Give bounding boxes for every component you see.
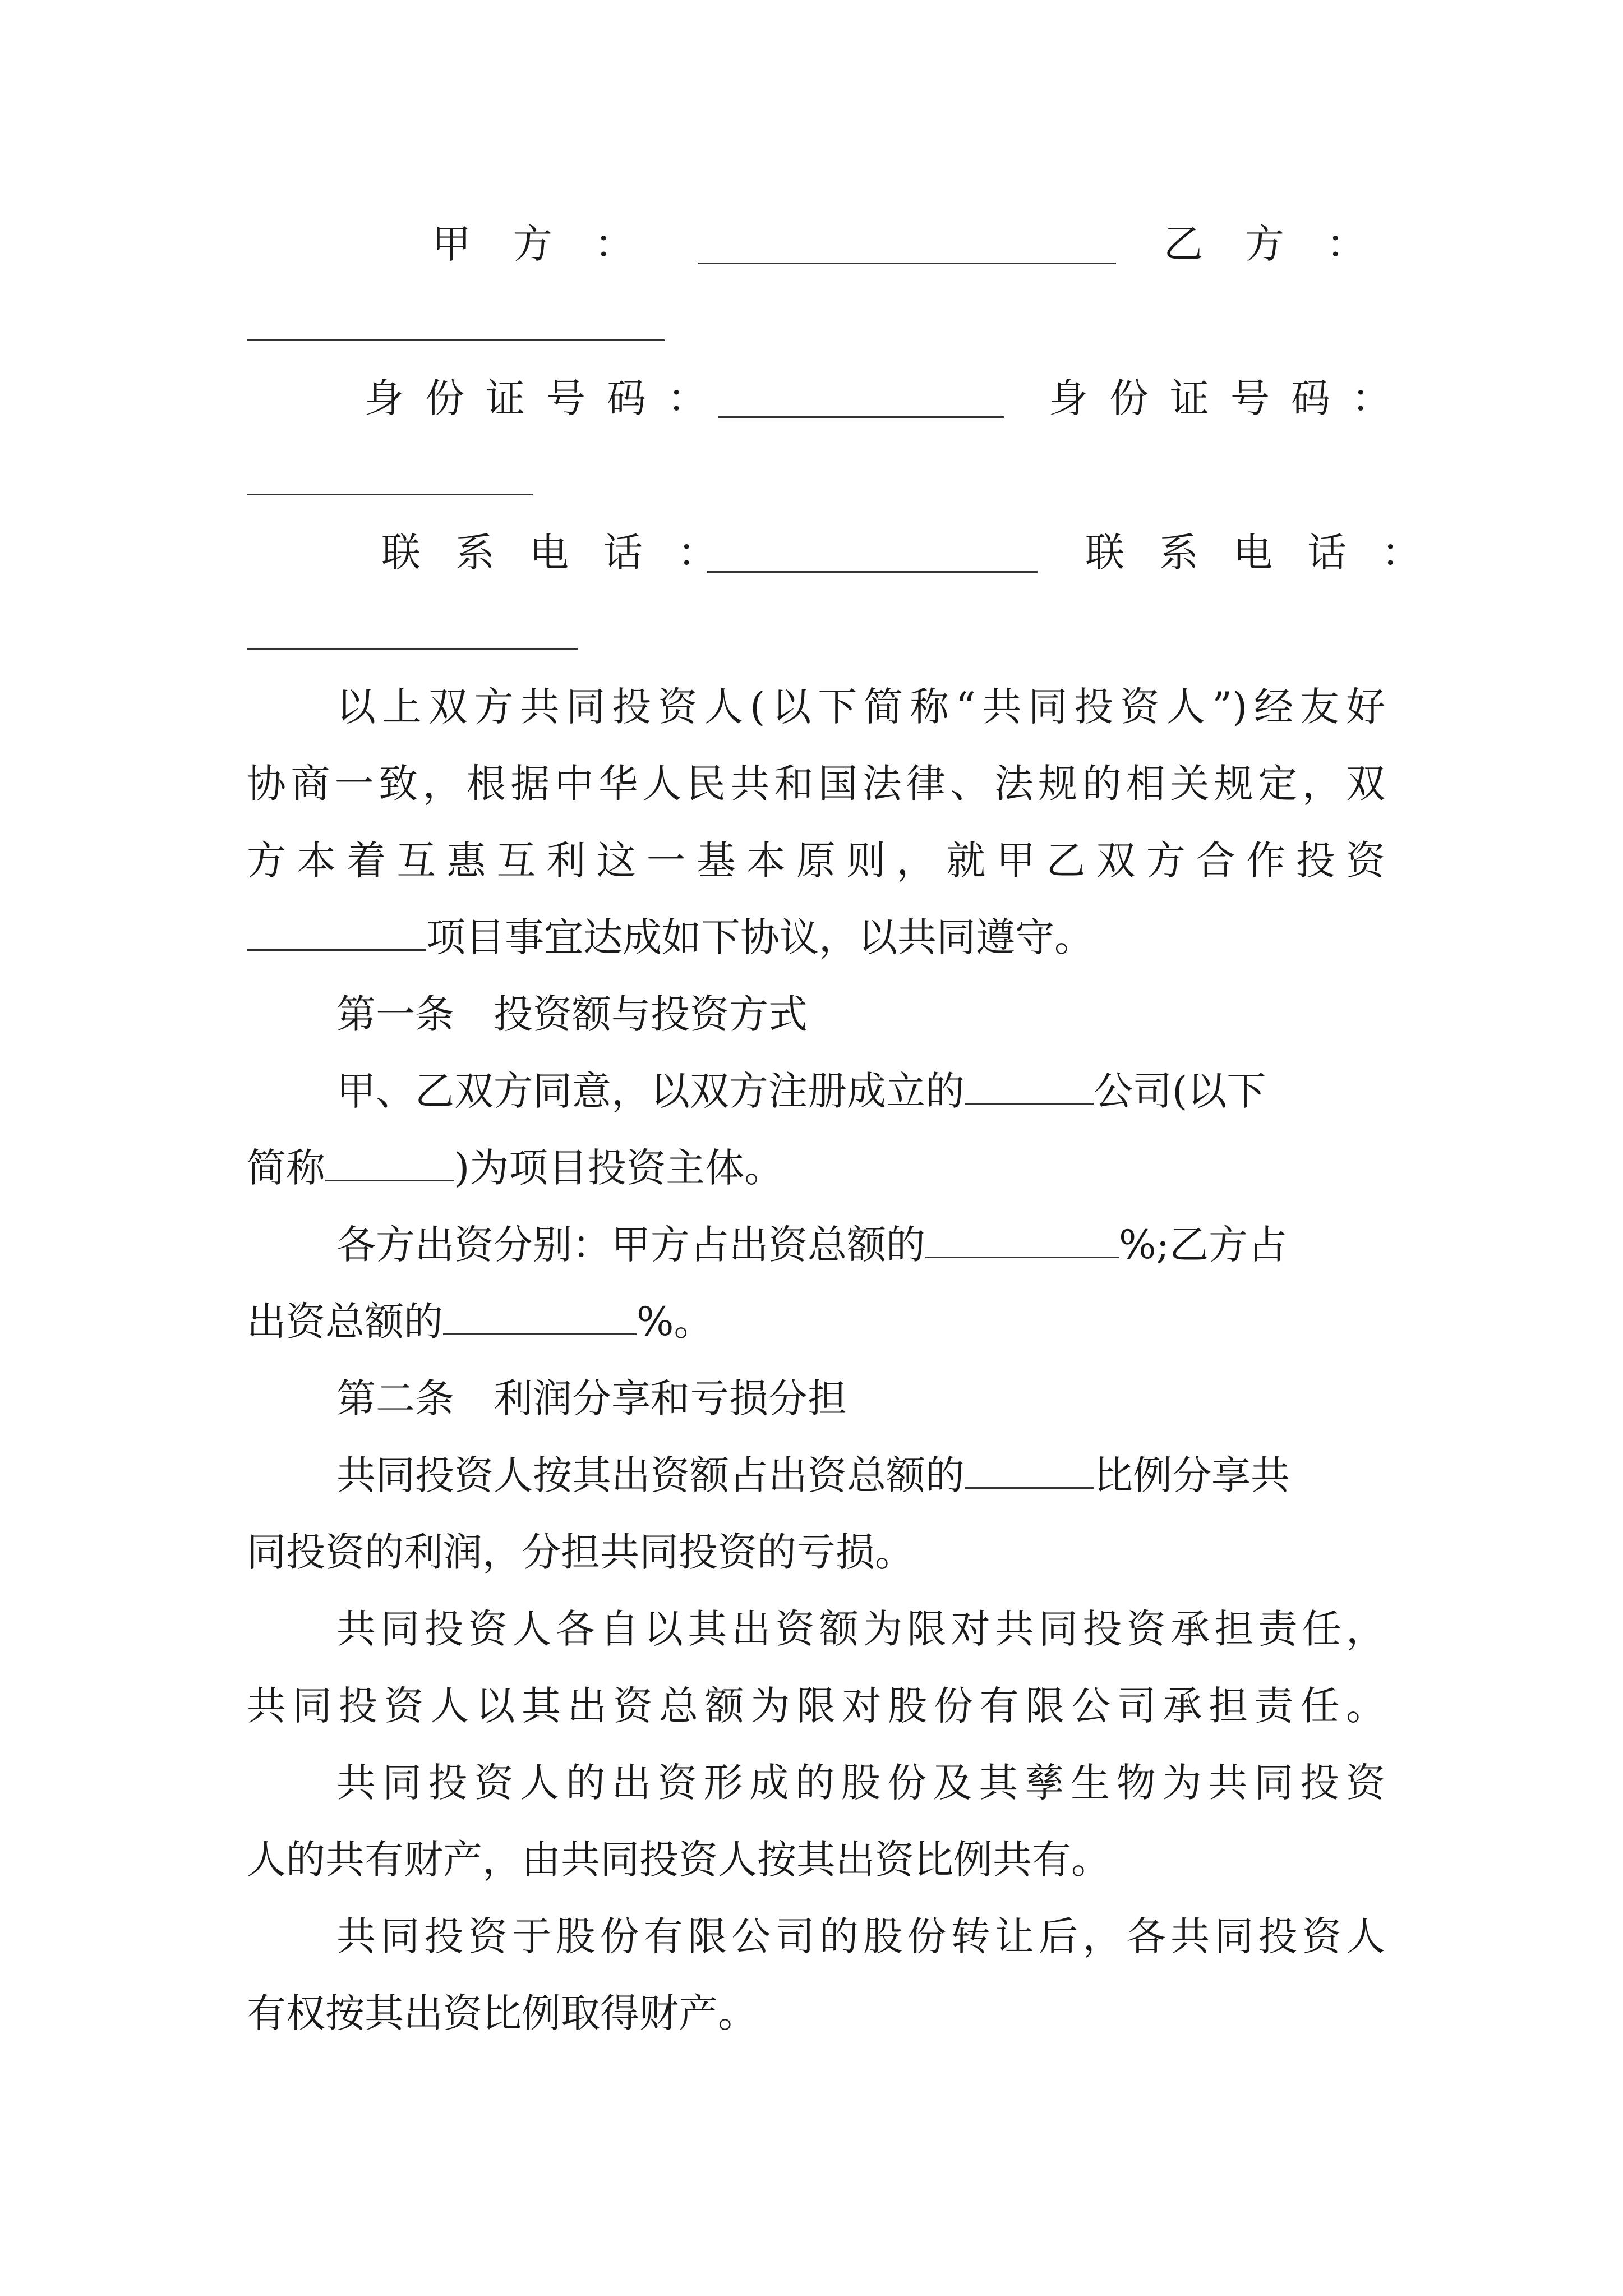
art2-p1-text-a: 共同投资人按其出资额占出资总额的 [336, 1452, 965, 1498]
art2-p1-line-2: 同投资的利润，分担共同投资的亏损。 [247, 1529, 914, 1575]
art2-p2-line-1: 共同投资人各自以其出资额为限对共同投资承担责任， [336, 1606, 1385, 1652]
party-a-blank[interactable] [698, 263, 1116, 264]
id-a-blank[interactable] [718, 416, 1004, 418]
art1-p2-text-b: %;乙方占 [1119, 1222, 1288, 1268]
party-b-blank[interactable] [247, 339, 665, 341]
party-b-label: 乙方： [1164, 221, 1408, 267]
party-b-share-blank[interactable] [443, 1300, 637, 1335]
art1-p1-text-d: )为项目投资主体。 [454, 1145, 784, 1191]
art1-p2-line-2 [247, 1282, 1385, 1361]
company-short-name-blank[interactable] [325, 1146, 454, 1181]
art1-p2-text-a: 各方出资分别：甲方占出资总额的 [336, 1222, 925, 1268]
art1-p1-text-c: 简称 [247, 1145, 325, 1191]
article-2-title: 第二条 利润分享和亏损分担 [336, 1375, 847, 1421]
art1-p1-line-1 [247, 1052, 1385, 1130]
art1-p1-text-b: 公司(以下 [1094, 1068, 1266, 1114]
art1-p1-text-a: 甲、乙双方同意，以双方注册成立的 [336, 1068, 965, 1114]
id-b-label: 身份证号码： [1049, 375, 1412, 421]
art2-p4-line-1: 共同投资于股份有限公司的股份转让后，各共同投资人 [336, 1913, 1385, 1959]
intro-line-4-text: 项目事宜达成如下协议，以共同遵守。 [426, 914, 1094, 960]
phone-a-blank[interactable] [707, 571, 1038, 573]
party-a-label: 甲方： [432, 221, 676, 267]
company-name-blank[interactable] [965, 1069, 1094, 1105]
art1-p2-line-1 [247, 1205, 1385, 1284]
intro-line-3: 方本着互惠互利这一基本原则，就甲乙双方合作投资 [247, 838, 1385, 884]
profit-ratio-blank[interactable] [965, 1453, 1094, 1489]
art2-p3-line-2: 人的共有财产，由共同投资人按其出资比例共有。 [247, 1837, 1110, 1883]
art2-p1-text-b: 比例分享共 [1094, 1452, 1290, 1498]
art2-p3-line-1: 共同投资人的出资形成的股份及其孳生物为共同投资 [336, 1760, 1385, 1806]
art1-p2-text-d: %。 [637, 1299, 713, 1345]
art1-p1-line-2 [247, 1129, 1385, 1207]
party-a-share-blank[interactable] [925, 1223, 1119, 1258]
project-name-blank[interactable] [247, 915, 426, 951]
art2-p2-line-2: 共同投资人以其出资总额为限对股份有限公司承担责任。 [247, 1683, 1385, 1729]
intro-line-4 [247, 898, 1385, 977]
phone-a-label: 联系电话： [381, 530, 751, 576]
id-b-blank[interactable] [247, 494, 533, 495]
art1-p2-text-c: 出资总额的 [247, 1299, 443, 1345]
intro-line-1: 以上双方共同投资人(以下简称“共同投资人”)经友好 [336, 684, 1385, 730]
intro-line-2: 协商一致，根据中华人民共和国法律、法规的相关规定，双 [247, 761, 1385, 807]
id-a-label: 身份证号码： [365, 375, 728, 421]
phone-b-label: 联系电话： [1085, 530, 1455, 576]
phone-b-blank[interactable] [247, 648, 578, 650]
art2-p1-line-1 [247, 1436, 1385, 1515]
article-1-title: 第一条 投资额与投资方式 [336, 991, 808, 1037]
art2-p4-line-2: 有权按其出资比例取得财产。 [247, 1990, 757, 2036]
